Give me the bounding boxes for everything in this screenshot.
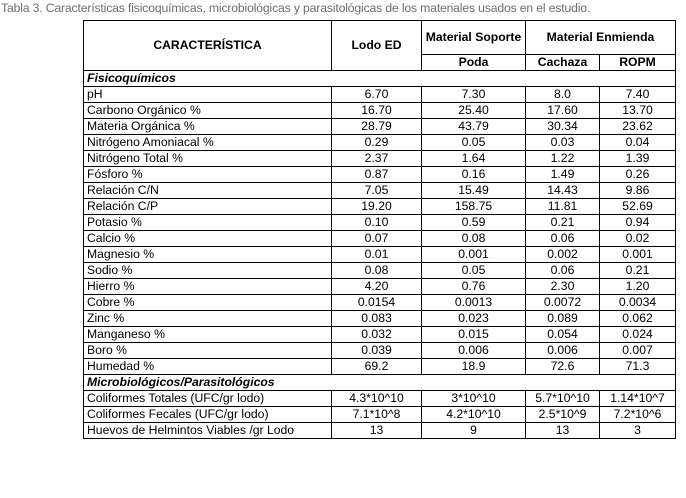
cell-poda: 0.05 <box>422 135 526 151</box>
section-row <box>84 375 676 391</box>
row-label: Coliformes Fecales (UFC/gr lodo) <box>84 407 332 423</box>
cell-cachaza: 30.34 <box>526 119 600 135</box>
cell-poda: 0.16 <box>422 167 526 183</box>
cell-ropm: 23.62 <box>600 119 676 135</box>
table-row <box>84 103 676 119</box>
cell-cachaza: 1.49 <box>526 167 600 183</box>
cell-cachaza: 0.06 <box>526 263 600 279</box>
cell-lodo: 4.20 <box>332 279 422 295</box>
header-characteristic: CARACTERÍSTICA <box>84 21 332 71</box>
cell-ropm: 71.3 <box>600 359 676 375</box>
cell-cachaza: 0.21 <box>526 215 600 231</box>
table-row <box>84 135 676 151</box>
row-label: Materia Orgánica % <box>84 119 332 135</box>
cell-poda: 0.006 <box>422 343 526 359</box>
row-label: Sodio % <box>84 263 332 279</box>
cell-cachaza: 72.6 <box>526 359 600 375</box>
table-row <box>84 119 676 135</box>
row-label: Hierro % <box>84 279 332 295</box>
cell-ropm: 0.04 <box>600 135 676 151</box>
cell-poda: 3*10^10 <box>422 391 526 407</box>
cell-lodo: 0.08 <box>332 263 422 279</box>
header-cachaza: Cachaza <box>526 55 600 71</box>
cell-lodo: 4.3*10^10 <box>332 391 422 407</box>
cell-lodo: 13 <box>332 423 422 439</box>
row-label: Magnesio % <box>84 247 332 263</box>
table-row <box>84 263 676 279</box>
cell-lodo: 2.37 <box>332 151 422 167</box>
cell-cachaza: 2.5*10^9 <box>526 407 600 423</box>
cell-lodo: 6.70 <box>332 87 422 103</box>
cell-poda: 0.023 <box>422 311 526 327</box>
section-title: Fisicoquímicos <box>84 71 676 87</box>
table-row <box>84 295 676 311</box>
cell-poda: 0.001 <box>422 247 526 263</box>
cell-ropm: 1.39 <box>600 151 676 167</box>
cell-poda: 0.015 <box>422 327 526 343</box>
cell-cachaza: 0.06 <box>526 231 600 247</box>
row-label: Zinc % <box>84 311 332 327</box>
cell-lodo: 0.29 <box>332 135 422 151</box>
row-label: Nitrógeno Total % <box>84 151 332 167</box>
cell-poda: 0.0013 <box>422 295 526 311</box>
cell-cachaza: 0.054 <box>526 327 600 343</box>
cell-cachaza: 17.60 <box>526 103 600 119</box>
table-row <box>84 327 676 343</box>
cell-cachaza: 2.30 <box>526 279 600 295</box>
cell-poda: 15.49 <box>422 183 526 199</box>
table-row <box>84 231 676 247</box>
cell-ropm: 0.001 <box>600 247 676 263</box>
cell-poda: 7.30 <box>422 87 526 103</box>
row-label: Relación C/N <box>84 183 332 199</box>
cell-lodo: 28.79 <box>332 119 422 135</box>
table-row <box>84 247 676 263</box>
cell-ropm: 0.02 <box>600 231 676 247</box>
cell-lodo: 0.07 <box>332 231 422 247</box>
cell-poda: 0.59 <box>422 215 526 231</box>
cell-cachaza: 0.089 <box>526 311 600 327</box>
cell-lodo: 7.05 <box>332 183 422 199</box>
cell-cachaza: 0.03 <box>526 135 600 151</box>
cell-lodo: 0.083 <box>332 311 422 327</box>
cell-lodo: 7.1*10^8 <box>332 407 422 423</box>
table-row <box>84 343 676 359</box>
cell-poda: 9 <box>422 423 526 439</box>
cell-lodo: 69.2 <box>332 359 422 375</box>
cell-ropm: 0.21 <box>600 263 676 279</box>
cell-poda: 0.05 <box>422 263 526 279</box>
cell-poda: 0.08 <box>422 231 526 247</box>
cell-ropm: 7.40 <box>600 87 676 103</box>
row-label: Coliformes Totales (UFC/gr lodo) <box>84 391 332 407</box>
cell-cachaza: 8.0 <box>526 87 600 103</box>
cell-ropm: 0.024 <box>600 327 676 343</box>
table-row <box>84 359 676 375</box>
cell-poda: 18.9 <box>422 359 526 375</box>
row-label: Humedad % <box>84 359 332 375</box>
table-row <box>84 167 676 183</box>
table-body <box>84 21 676 439</box>
cell-ropm: 52.69 <box>600 199 676 215</box>
cell-lodo: 19.20 <box>332 199 422 215</box>
table-caption: Tabla 3. Características fisicoquímicas, microbiológicas y parasitológicas de los materiales usados en el estudio. <box>1 1 591 15</box>
cell-lodo: 0.10 <box>332 215 422 231</box>
cell-ropm: 1.14*10^7 <box>600 391 676 407</box>
header-material-enmienda: Material Enmienda <box>526 21 676 55</box>
characteristics-table <box>83 20 676 439</box>
cell-cachaza: 0.006 <box>526 343 600 359</box>
cell-poda: 0.76 <box>422 279 526 295</box>
table-row <box>84 279 676 295</box>
row-label: pH <box>84 87 332 103</box>
cell-ropm: 13.70 <box>600 103 676 119</box>
section-row <box>84 71 676 87</box>
cell-ropm: 0.26 <box>600 167 676 183</box>
cell-ropm: 3 <box>600 423 676 439</box>
cell-lodo: 0.87 <box>332 167 422 183</box>
cell-poda: 1.64 <box>422 151 526 167</box>
row-label: Huevos de Helmintos Viables /gr Lodo <box>84 423 332 439</box>
cell-cachaza: 0.0072 <box>526 295 600 311</box>
cell-ropm: 0.94 <box>600 215 676 231</box>
row-label: Cobre % <box>84 295 332 311</box>
cell-cachaza: 5.7*10^10 <box>526 391 600 407</box>
table-row <box>84 87 676 103</box>
table-row <box>84 311 676 327</box>
row-label: Boro % <box>84 343 332 359</box>
table-row <box>84 199 676 215</box>
cell-ropm: 1.20 <box>600 279 676 295</box>
cell-ropm: 9.86 <box>600 183 676 199</box>
row-label: Fósforo % <box>84 167 332 183</box>
row-label: Nitrógeno Amoniacal % <box>84 135 332 151</box>
table-row <box>84 423 676 439</box>
cell-lodo: 0.01 <box>332 247 422 263</box>
cell-poda: 4.2*10^10 <box>422 407 526 423</box>
cell-ropm: 7.2*10^6 <box>600 407 676 423</box>
table-row <box>84 183 676 199</box>
table-row <box>84 151 676 167</box>
section-title: Microbiológicos/Parasitológicos <box>84 375 676 391</box>
row-label: Potasio % <box>84 215 332 231</box>
cell-lodo: 0.032 <box>332 327 422 343</box>
cell-cachaza: 13 <box>526 423 600 439</box>
table-row <box>84 215 676 231</box>
cell-cachaza: 1.22 <box>526 151 600 167</box>
cell-poda: 25.40 <box>422 103 526 119</box>
cell-ropm: 0.007 <box>600 343 676 359</box>
cell-cachaza: 14.43 <box>526 183 600 199</box>
cell-cachaza: 0.002 <box>526 247 600 263</box>
header-lodo: Lodo ED <box>332 21 422 71</box>
cell-poda: 158.75 <box>422 199 526 215</box>
row-label: Carbono Orgánico % <box>84 103 332 119</box>
cell-ropm: 0.062 <box>600 311 676 327</box>
header-ropm: ROPM <box>600 55 676 71</box>
cell-cachaza: 11.81 <box>526 199 600 215</box>
row-label: Manganeso % <box>84 327 332 343</box>
row-label: Calcio % <box>84 231 332 247</box>
header-poda: Poda <box>422 55 526 71</box>
header-material-soporte: Material Soporte <box>422 21 526 55</box>
cell-ropm: 0.0034 <box>600 295 676 311</box>
table-row <box>84 407 676 423</box>
table-row <box>84 391 676 407</box>
cell-poda: 43.79 <box>422 119 526 135</box>
cell-lodo: 16.70 <box>332 103 422 119</box>
row-label: Relación C/P <box>84 199 332 215</box>
header-row-1 <box>84 21 676 55</box>
cell-lodo: 0.0154 <box>332 295 422 311</box>
cell-lodo: 0.039 <box>332 343 422 359</box>
